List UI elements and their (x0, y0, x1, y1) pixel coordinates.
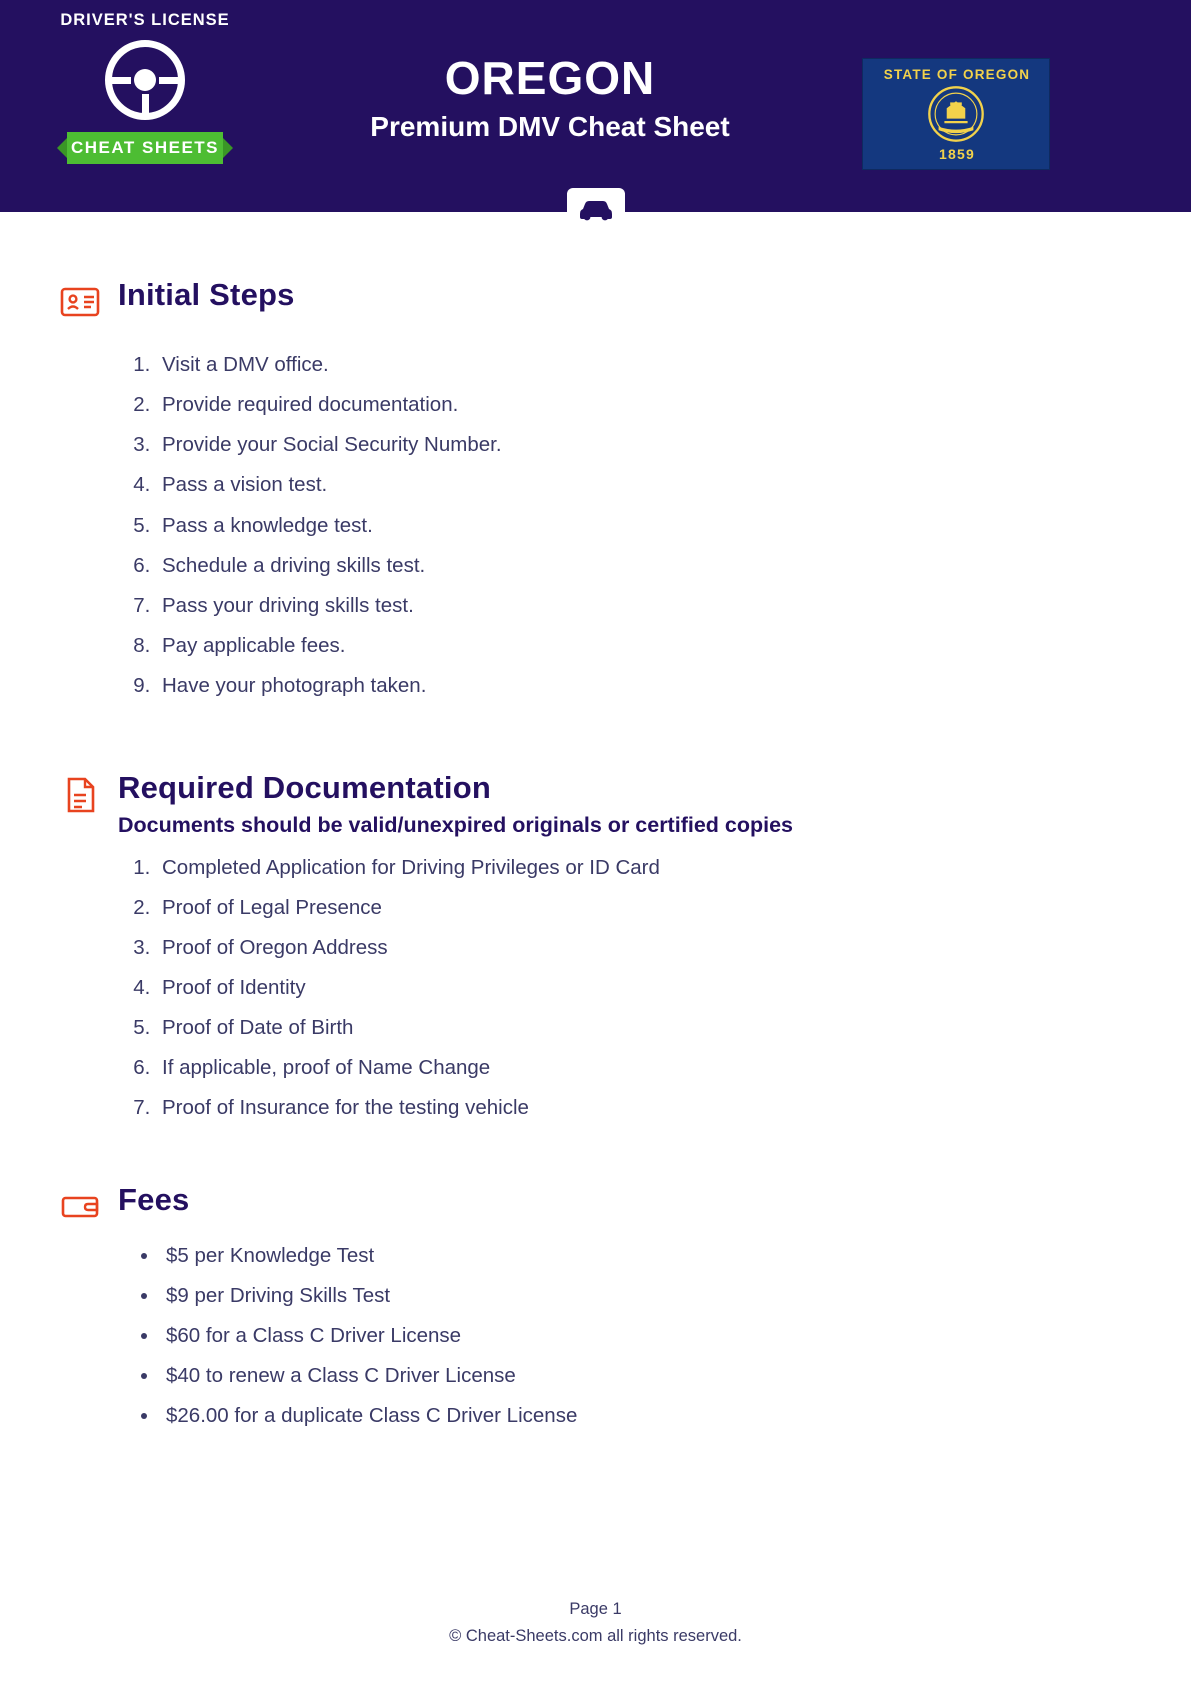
car-glyph-icon (576, 197, 616, 223)
section-note: Documents should be valid/unexpired originals or certified copies (118, 812, 794, 837)
list-item: 8. Pay applicable fees. (156, 633, 1131, 659)
list-item: 2. Provide required documentation. (156, 392, 1131, 418)
section-title: Required Documentation (118, 769, 491, 805)
page-header (0, 0, 1191, 212)
list-item: 6. Schedule a driving skills test. (156, 553, 1131, 579)
oregon-flag (862, 58, 1050, 170)
page-content (0, 278, 1191, 1429)
list-item: • $40 to renew a Class C Driver License (160, 1363, 1131, 1389)
page-footer (0, 1600, 1191, 1646)
flag-top-label: STATE OF OREGON (883, 67, 1031, 82)
list-item: 5. Pass a knowledge test. (156, 513, 1131, 539)
list-item: 7. Pass your driving skills test. (156, 593, 1131, 619)
list-item: • $26.00 for a duplicate Class C Driver License (160, 1403, 1131, 1429)
list-item: 1. Completed Application for Driving Privileges or ID Card (156, 855, 1131, 881)
list-item: 3. Provide your Social Security Number. (156, 432, 1131, 458)
section-title: Initial Steps (118, 277, 295, 312)
section-fees (60, 1183, 1131, 1429)
list-item: 2. Proof of Legal Presence (156, 895, 1131, 921)
section-initial-steps (60, 278, 1131, 699)
oregon-state-seal-icon (927, 85, 985, 143)
copyright-notice: © Cheat-Sheets.com all rights reserved. (449, 1627, 742, 1645)
list-item: • $9 per Driving Skills Test (160, 1283, 1131, 1309)
brand-arc-label: DRIVER'S LICENSE (60, 11, 230, 29)
list-item: • $60 for a Class C Driver License (160, 1323, 1131, 1349)
brand-logo (55, 12, 235, 172)
wheel-spoke-right-icon (159, 77, 179, 84)
list-item: 9. Have your photograph taken. (156, 673, 1131, 699)
brand-arc-text (55, 12, 235, 36)
list-item: 4. Pass a vision test. (156, 472, 1131, 498)
list-item: 3. Proof of Oregon Address (156, 935, 1131, 961)
section-required-documentation (60, 771, 1131, 1121)
wallet-icon (60, 1187, 100, 1227)
fees-list (60, 1243, 1131, 1429)
page-title: OREGON (444, 52, 656, 104)
section-header (60, 771, 1131, 839)
section-header (60, 278, 1131, 322)
list-item: 6. If applicable, proof of Name Change (156, 1055, 1131, 1081)
wheel-spoke-bottom-icon (142, 94, 149, 114)
required-documentation-list (60, 855, 1131, 1121)
section-header (60, 1183, 1131, 1227)
section-title: Fees (118, 1181, 190, 1217)
id-card-icon (60, 282, 100, 322)
document-icon (60, 775, 100, 815)
list-item: 7. Proof of Insurance for the testing vehicle (156, 1095, 1131, 1121)
brand-ribbon: CHEAT SHEETS (67, 132, 223, 164)
car-icon (567, 188, 625, 232)
wheel-spoke-left-icon (111, 77, 131, 84)
title-block (260, 52, 840, 143)
flag-year-label: 1859 (939, 146, 975, 162)
list-item: • $5 per Knowledge Test (160, 1243, 1131, 1269)
steering-wheel-icon (105, 40, 185, 120)
list-item: 1. Visit a DMV office. (156, 352, 1131, 378)
initial-steps-list (60, 352, 1131, 699)
page-number: Page 1 (569, 1600, 622, 1618)
page-subtitle: Premium DMV Cheat Sheet (370, 110, 730, 142)
list-item: 4. Proof of Identity (156, 975, 1131, 1001)
list-item: 5. Proof of Date of Birth (156, 1015, 1131, 1041)
